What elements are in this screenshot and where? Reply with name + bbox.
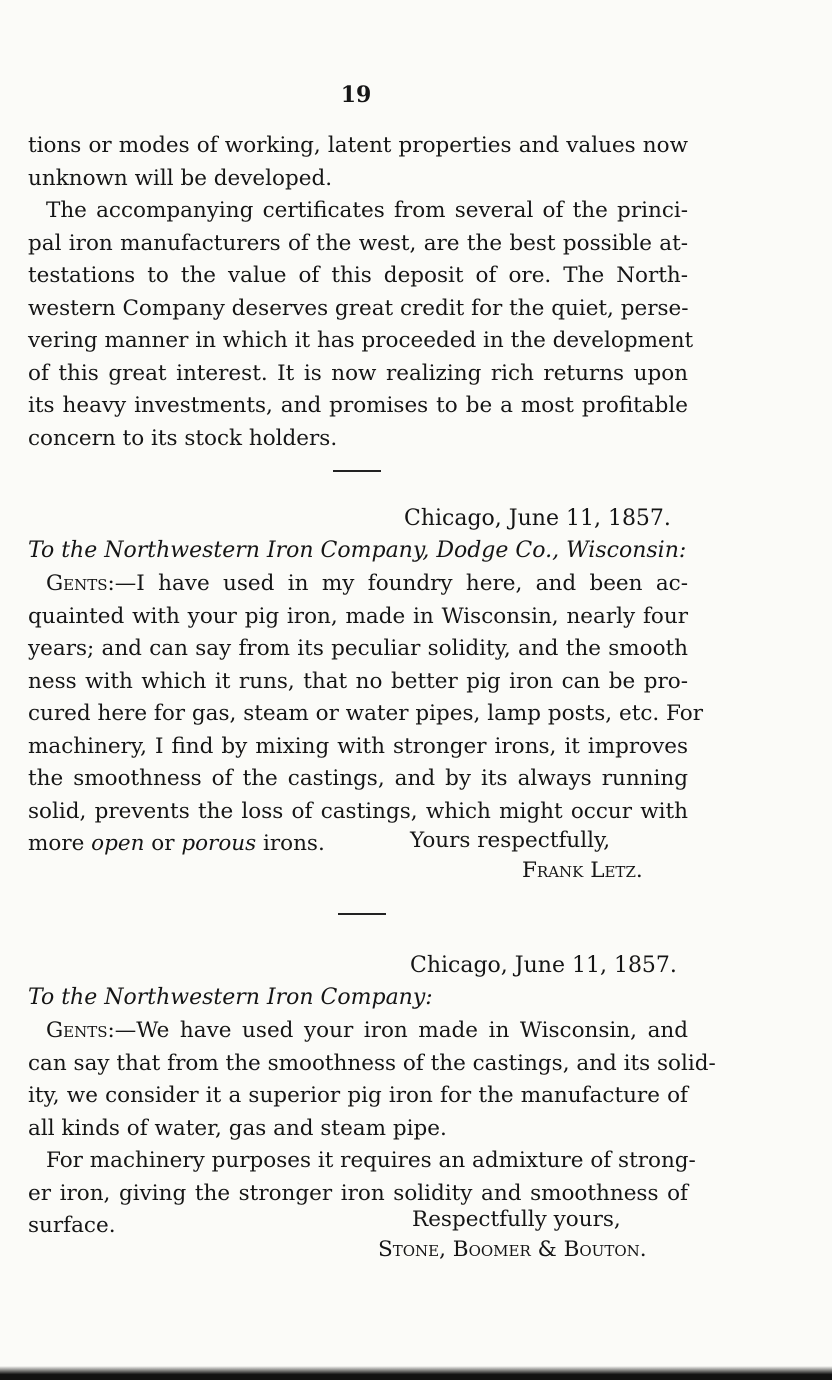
text-line: For machinery purposes it requires an admixture of strong- — [46, 1148, 696, 1173]
text-line: tions or modes of working, latent properties and values now — [28, 133, 688, 158]
letter2-date: Chicago, June 11, 1857. — [410, 953, 677, 978]
text-line: all kinds of water, gas and steam pipe. — [28, 1115, 447, 1141]
letter2-closing: Respectfully yours, — [412, 1207, 621, 1232]
salutation: Gents: — [46, 1018, 115, 1043]
text-line: ness with which it runs, that no better pig iron can be pro- — [28, 668, 688, 694]
text-line: machinery, I find by mixing with stronger irons, it improves — [28, 733, 688, 759]
section-divider — [333, 470, 381, 472]
text-line: Gents:—We have used your iron made in Wisconsin, and — [46, 1018, 688, 1043]
text-line: vering manner in which it has proceeded in the development — [28, 328, 694, 353]
intro-text — [28, 130, 694, 455]
letter2-address: To the Northwestern Iron Company: — [28, 985, 433, 1010]
text-line: testations to the value of this deposit of ore. The North- — [28, 263, 688, 288]
letter1-address: To the Northwestern Iron Company, Dodge Co., Wisconsin: — [28, 538, 687, 563]
text-line: ity, we consider it a superior pig iron for the manufacture of — [28, 1083, 688, 1108]
text-line: solid, prevents the loss of castings, which might occur with — [28, 798, 688, 824]
text-line: surface. — [28, 1213, 116, 1238]
text-line: pal iron manufacturers of the west, are the best possible at- — [28, 230, 688, 256]
text-line: quainted with your pig iron, made in Wisconsin, nearly four — [28, 603, 688, 629]
text-line: years; and can say from its peculiar solidity, and the smooth — [28, 636, 688, 661]
text-line: unknown will be developed. — [28, 165, 333, 191]
salutation: Gents: — [46, 571, 115, 596]
letter2-signature: Stone, Boomer & Bouton. — [378, 1237, 647, 1262]
text-line: cured here for gas, steam or water pipes, lamp posts, etc. For — [28, 701, 704, 726]
text-line: can say that from the smoothness of the castings, and its solid- — [28, 1050, 716, 1076]
text-line: Gents:—I have used in my foundry here, and been ac- — [46, 571, 688, 596]
text-line: er iron, giving the stronger iron solidity and smoothness of — [28, 1180, 688, 1206]
letter1-closing: Yours respectfully, — [410, 828, 611, 853]
letter1-date: Chicago, June 11, 1857. — [404, 506, 671, 531]
page-edge — [0, 1366, 832, 1380]
text-line: The accompanying certificates from several of the princi- — [46, 198, 688, 223]
letter1-signature: Frank Letz. — [522, 858, 643, 883]
text-line: the smoothness of the castings, and by its always running — [28, 766, 688, 791]
text-line: western Company deserves great credit for the quiet, perse- — [28, 295, 689, 321]
page-number: 19 — [340, 82, 372, 108]
section-divider — [338, 913, 386, 915]
letter1-body — [28, 568, 704, 861]
text-line: of this great interest. It is now realizing rich returns upon — [28, 360, 688, 386]
text-line: its heavy investments, and promises to be a most profitable — [28, 393, 688, 418]
text-line: concern to its stock holders. — [28, 425, 338, 451]
text-line: more open or porous irons. — [28, 831, 325, 856]
